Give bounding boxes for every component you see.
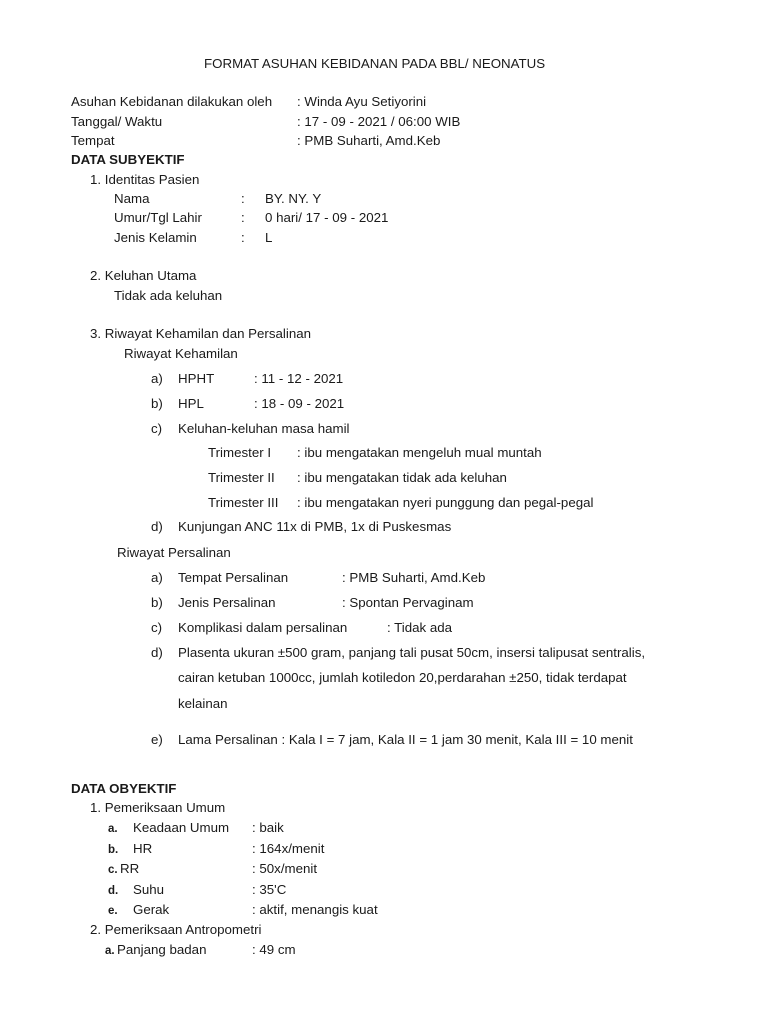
plasenta-line-2: cairan ketuban 1000cc, jumlah kotiledon 20,perdarahan ±250, tidak terdapat	[178, 670, 627, 685]
umum-letter: c.	[108, 864, 118, 876]
kehamilan-label-hpht: HPHT	[178, 371, 215, 386]
section-heading-objektif: DATA OBYEKTIF	[71, 781, 177, 796]
trimester-label: Trimester III	[208, 495, 279, 510]
umum-label-keadaan: Keadaan Umum	[133, 820, 230, 835]
persalinan-label-tempat: Tempat Persalinan	[178, 570, 289, 585]
identitas-label-umur: Umur/Tgl Lahir	[114, 210, 202, 225]
umum-value-suhu: : 35'C	[252, 882, 287, 897]
persalinan-value-komplikasi: : Tidak ada	[387, 620, 453, 635]
trimester-label: Trimester I	[208, 445, 272, 460]
persalinan-label-jenis: Jenis Persalinan	[178, 595, 276, 610]
umum-letter: d.	[108, 885, 119, 897]
persalinan-letter: a)	[151, 570, 163, 585]
antro-title: 2. Pemeriksaan Antropometri	[90, 922, 262, 937]
antro-label-panjang: Panjang badan	[117, 942, 207, 957]
trimester-value: : ibu mengatakan tidak ada keluhan	[297, 470, 507, 485]
identitas-colon: :	[241, 191, 245, 206]
plasenta-line-1: Plasenta ukuran ±500 gram, panjang tali pusat 50cm, insersi talipusat sentralis,	[178, 645, 646, 660]
section-heading-subjektif: DATA SUBYEKTIF	[71, 152, 185, 167]
identitas-value-umur: 0 hari/ 17 - 09 - 2021	[265, 210, 389, 225]
header-label-pelaksana: Asuhan Kebidanan dilakukan oleh	[71, 94, 273, 109]
kehamilan-letter: a)	[151, 371, 163, 386]
kehamilan-label-hpl: HPL	[178, 396, 204, 411]
kehamilan-label-keluhan: Keluhan-keluhan masa hamil	[178, 421, 350, 436]
umum-value-hr: : 164x/menit	[252, 841, 325, 856]
persalinan-letter: b)	[151, 595, 163, 610]
umum-letter: b.	[108, 844, 119, 856]
antro-letter: a.	[105, 945, 115, 957]
umum-value-rr: : 50x/menit	[252, 861, 318, 876]
riwayat-title: 3. Riwayat Kehamilan dan Persalinan	[90, 326, 312, 341]
identitas-label-nama: Nama	[114, 191, 150, 206]
umum-label-rr: RR	[120, 861, 140, 876]
kehamilan-letter: c)	[151, 421, 163, 436]
umum-label-gerak: Gerak	[133, 902, 170, 917]
header-value-tempat: : PMB Suharti, Amd.Keb	[297, 133, 441, 148]
keluhan-title: 2. Keluhan Utama	[90, 268, 197, 283]
umum-label-suhu: Suhu	[133, 882, 165, 897]
identitas-colon: :	[241, 210, 245, 225]
persalinan-label-komplikasi: Komplikasi dalam persalinan	[178, 620, 348, 635]
umum-label-hr: HR	[133, 841, 153, 856]
kehamilan-value-hpht: : 11 - 12 - 2021	[254, 371, 344, 386]
umum-letter: e.	[108, 905, 118, 917]
persalinan-value-tempat: : PMB Suharti, Amd.Keb	[342, 570, 486, 585]
riwayat-kehamilan-title: Riwayat Kehamilan	[124, 346, 238, 361]
trimester-label: Trimester II	[208, 470, 275, 485]
riwayat-persalinan-title: Riwayat Persalinan	[117, 545, 231, 560]
identitas-title: 1. Identitas Pasien	[90, 172, 200, 187]
kunjungan-text: Kunjungan ANC 11x di PMB, 1x di Puskesmas	[178, 519, 452, 534]
lama-text: Lama Persalinan : Kala I = 7 jam, Kala II = 1 jam 30 menit, Kala III = 10 menit	[178, 732, 633, 747]
document-title: FORMAT ASUHAN KEBIDANAN PADA BBL/ NEONATUS	[204, 56, 546, 71]
umum-title: 1. Pemeriksaan Umum	[90, 800, 226, 815]
antro-value-panjang: : 49 cm	[252, 942, 296, 957]
umum-letter: a.	[108, 823, 118, 835]
trimester-value: : ibu mengatakan mengeluh mual muntah	[297, 445, 542, 460]
umum-value-gerak: : aktif, menangis kuat	[252, 902, 378, 917]
identitas-colon: :	[241, 230, 245, 245]
lama-letter: e)	[151, 732, 163, 747]
identitas-value-nama: BY. NY. Y	[265, 191, 322, 206]
plasenta-letter: d)	[151, 645, 163, 660]
identitas-label-kelamin: Jenis Kelamin	[114, 230, 197, 245]
plasenta-line-3: kelainan	[178, 696, 228, 711]
identitas-value-kelamin: L	[265, 230, 273, 245]
umum-value-keadaan: : baik	[252, 820, 284, 835]
keluhan-value: Tidak ada keluhan	[114, 288, 223, 303]
header-label-tanggal: Tanggal/ Waktu	[71, 114, 163, 129]
header-label-tempat: Tempat	[71, 133, 115, 148]
persalinan-value-jenis: : Spontan Pervaginam	[342, 595, 474, 610]
kehamilan-value-hpl: : 18 - 09 - 2021	[254, 396, 345, 411]
kehamilan-letter: b)	[151, 396, 163, 411]
kunjungan-letter: d)	[151, 519, 163, 534]
header-value-pelaksana: : Winda Ayu Setiyorini	[297, 94, 427, 109]
persalinan-letter: c)	[151, 620, 163, 635]
trimester-value: : ibu mengatakan nyeri punggung dan pegal-pegal	[297, 495, 594, 510]
header-value-tanggal: : 17 - 09 - 2021 / 06:00 WIB	[297, 114, 461, 129]
